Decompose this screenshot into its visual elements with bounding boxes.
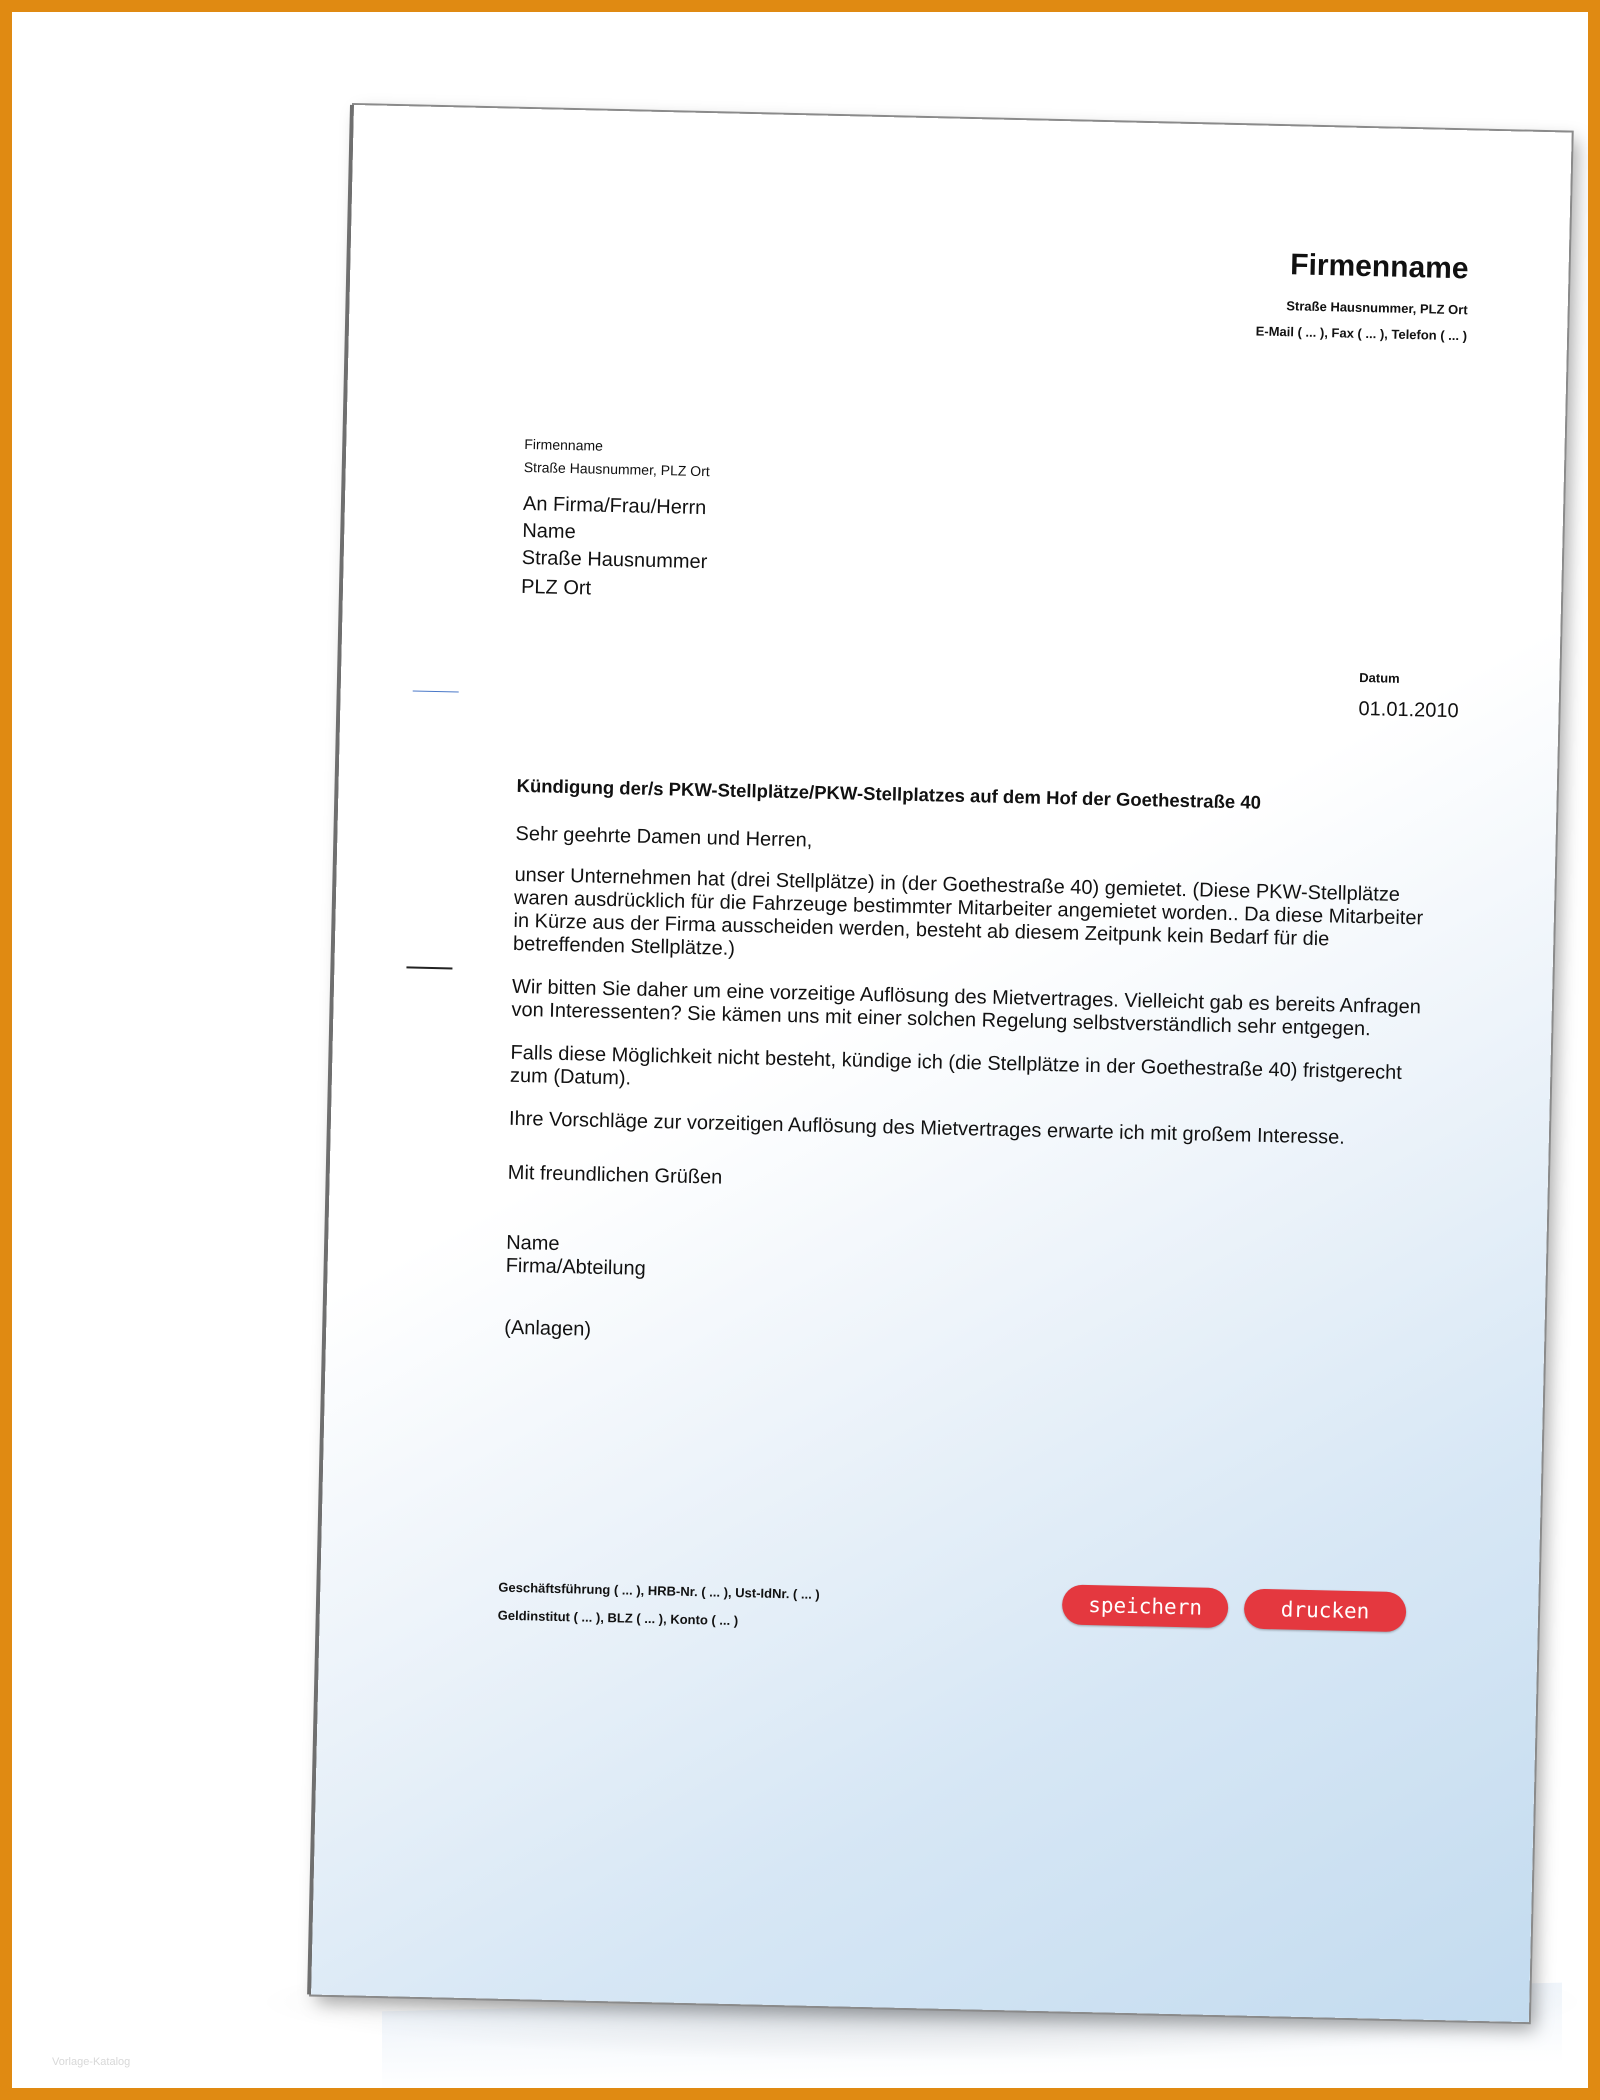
body-paragraph: Ihre Vorschläge zur vorzeitigen Auflösung des Mietvertrages erwarte ich mit großem Interesse. xyxy=(508,1107,1346,1149)
letterhead-contact: E-Mail ( ... ), Fax ( ... ), Telefon ( ... ) xyxy=(1255,323,1468,344)
signature-name: Name xyxy=(505,1231,560,1255)
letter-page xyxy=(311,105,1572,2022)
punch-mark xyxy=(406,966,452,969)
sender-street: Straße Hausnummer, PLZ Ort xyxy=(523,458,710,480)
recipient-line: An Firma/Frau/Herrn xyxy=(522,492,707,520)
footer-line: Geldinstitut ( ... ), BLZ ( ... ), Konto ( ... ) xyxy=(497,1607,739,1629)
recipient-block xyxy=(521,491,708,576)
date-label: Datum xyxy=(1359,669,1400,686)
print-button[interactable]: drucken xyxy=(1244,1589,1407,1633)
letter-body xyxy=(508,823,1435,1172)
letter-subject: Kündigung der/s PKW-Stellplätze/PKW-Stellplatzes auf dem Hof der Goethestraße 40 xyxy=(516,774,1262,813)
recipient-line: Straße Hausnummer xyxy=(521,546,708,574)
letterhead-address: Straße Hausnummer, PLZ Ort xyxy=(1286,298,1468,318)
date-value: 01.01.2010 xyxy=(1358,697,1459,723)
recipient-line: Name xyxy=(522,519,576,544)
salutation: Sehr geehrte Damen und Herren, xyxy=(515,822,813,852)
signature-department: Firma/Abteilung xyxy=(505,1254,646,1280)
attachments: (Anlagen) xyxy=(504,1316,592,1341)
sender-name: Firmenname xyxy=(524,435,604,454)
body-paragraph: Wir bitten Sie daher um eine vorzeitige Auflösung des Mietvertrages. Vielleicht gab es bereits Anfragen von Interessenten? Sie kämen uns mit einer solchen Regelung selbstverständlich sehr entgegen. xyxy=(511,975,1422,1041)
body-paragraph: Falls diese Möglichkeit nicht besteht, kündige ich (die Stellplätze in der Goethestraße 40) fristgerecht zum (Datum). xyxy=(509,1041,1403,1090)
recipient-city: PLZ Ort xyxy=(520,575,592,600)
signature-block xyxy=(505,1232,646,1281)
fold-mark xyxy=(413,690,459,692)
closing: Mit freundlichen Grüßen xyxy=(507,1161,723,1189)
footer-line: Geschäftsführung ( ... ), HRB-Nr. ( ... ), Ust-IdNr. ( ... ) xyxy=(498,1579,820,1602)
letterhead-company: Firmenname xyxy=(1289,248,1469,286)
save-button[interactable]: speichern xyxy=(1062,1584,1229,1628)
body-paragraph: unser Unternehmen hat (drei Stellplätze) in (der Goethestraße 40) gemietet. (Diese PKW-Stellplätze waren ausdrücklich für die Fahrzeuge bestimmter Mitarbeiter angemietet worden.. Da diese Mitarbeiter in Kürze aus der Firma ausscheiden werden, besteht ab diesem Zeitpunk kein Bedarf für die betreffenden Stellplätze.) xyxy=(512,863,1424,960)
letter-footer xyxy=(497,1574,820,1637)
watermark: Vorlage-Katalog xyxy=(52,2056,131,2068)
